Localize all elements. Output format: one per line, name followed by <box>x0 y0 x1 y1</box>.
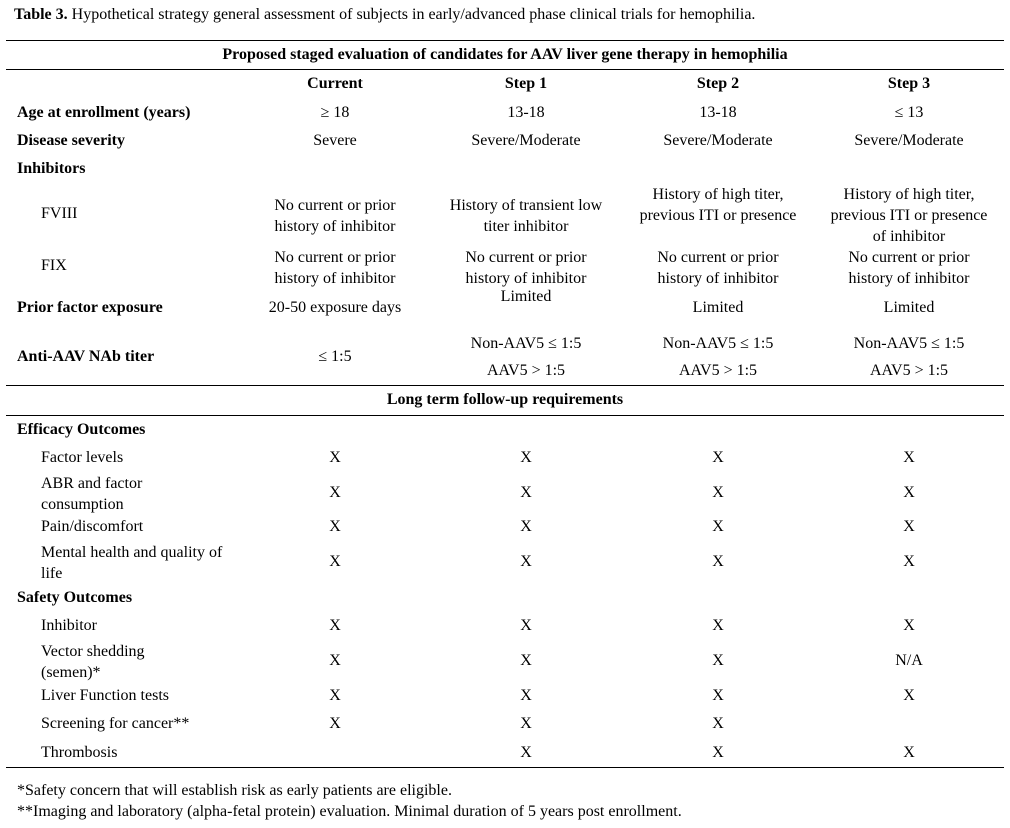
column-header-step-1: Step 1 <box>504 75 548 92</box>
safety-row-label: Screening for cancer** <box>41 715 190 732</box>
efficacy-row-label: Mental health and quality of life <box>41 544 223 582</box>
exposure-step-1: Limited <box>500 288 552 305</box>
table-caption <box>14 6 755 24</box>
efficacy-mark: X <box>329 518 341 535</box>
nab-step-1-line-2: AAV5 > 1:5 <box>486 362 566 379</box>
nab-step-2-line-1: Non-AAV5 ≤ 1:5 <box>662 335 774 352</box>
rule-under-title <box>6 69 1004 70</box>
column-header-current: Current <box>307 75 363 92</box>
fviii-step-1: History of transient low titer inhibitor <box>449 197 603 235</box>
safety-mark: X <box>712 687 724 704</box>
group-label-efficacy: Efficacy Outcomes <box>17 421 146 438</box>
fix-step-3: No current or prior history of inhibitor <box>848 249 970 287</box>
efficacy-mark: X <box>903 484 915 501</box>
safety-mark: X <box>520 687 532 704</box>
efficacy-mark: X <box>329 484 341 501</box>
nab-step-1-line-1: Non-AAV5 ≤ 1:5 <box>470 335 582 352</box>
efficacy-row-label: Factor levels <box>41 449 124 466</box>
safety-mark: X <box>903 687 915 704</box>
row-label-age: Age at enrollment (years) <box>17 104 191 121</box>
safety-row-label: Thrombosis <box>41 744 118 761</box>
section-title-follow-up: Long term follow-up requirements <box>386 391 624 408</box>
severity-step-3: Severe/Moderate <box>854 132 964 149</box>
nab-step-2-line-2: AAV5 > 1:5 <box>678 362 758 379</box>
row-label-nab: Anti-AAV NAb titer <box>17 348 155 365</box>
column-header-step-2: Step 2 <box>696 75 740 92</box>
exposure-step-3: Limited <box>883 299 935 316</box>
age-step-2: 13-18 <box>699 104 737 121</box>
efficacy-mark: X <box>712 553 724 570</box>
efficacy-mark: X <box>903 449 915 466</box>
safety-mark: X <box>903 617 915 634</box>
safety-row-label: Vector shedding (semen)* <box>41 643 145 681</box>
efficacy-mark: X <box>520 449 532 466</box>
age-step-1: 13-18 <box>507 104 545 121</box>
safety-mark: X <box>329 687 341 704</box>
fviii-current: No current or prior history of inhibitor <box>274 197 396 235</box>
exposure-current: 20-50 exposure days <box>268 299 402 316</box>
safety-mark: X <box>520 715 532 732</box>
efficacy-mark: X <box>520 484 532 501</box>
safety-row-label: Liver Function tests <box>41 687 169 704</box>
efficacy-mark: X <box>329 449 341 466</box>
efficacy-mark: X <box>329 553 341 570</box>
caption-text: Hypothetical strategy general assessment of subjects in early/advanced phase clinical trials for hemophilia. <box>67 6 756 23</box>
safety-mark: X <box>520 652 532 669</box>
safety-mark: X <box>329 715 341 732</box>
safety-mark: X <box>520 617 532 634</box>
safety-mark: X <box>903 744 915 761</box>
rule-top <box>6 40 1004 41</box>
rule-bottom <box>6 767 1004 768</box>
safety-mark: N/A <box>895 652 923 669</box>
fix-step-2: No current or prior history of inhibitor <box>657 249 779 287</box>
severity-step-1: Severe/Moderate <box>471 132 581 149</box>
footnote-safety: *Safety concern that will establish risk as early patients are eligible. <box>17 782 452 799</box>
safety-mark: X <box>712 744 724 761</box>
age-current: ≥ 18 <box>320 104 350 121</box>
efficacy-mark: X <box>520 553 532 570</box>
fix-step-1: No current or prior history of inhibitor <box>465 249 587 287</box>
efficacy-mark: X <box>903 518 915 535</box>
fix-current: No current or prior history of inhibitor <box>274 249 396 287</box>
row-label-fviii: FVIII <box>41 205 78 222</box>
row-label-fix: FIX <box>41 257 67 274</box>
efficacy-row-label: Pain/discomfort <box>41 518 144 535</box>
efficacy-mark: X <box>712 518 724 535</box>
fviii-step-2: History of high titer, previous ITI or presence <box>639 186 797 224</box>
column-header-step-3: Step 3 <box>887 75 931 92</box>
efficacy-mark: X <box>712 449 724 466</box>
nab-step-3-line-2: AAV5 > 1:5 <box>869 362 949 379</box>
exposure-step-2: Limited <box>692 299 744 316</box>
safety-mark: X <box>329 617 341 634</box>
safety-mark: X <box>329 652 341 669</box>
safety-mark: X <box>712 715 724 732</box>
group-label-safety: Safety Outcomes <box>17 589 133 606</box>
safety-mark: X <box>712 617 724 634</box>
row-label-severity: Disease severity <box>17 132 125 149</box>
nab-current: ≤ 1:5 <box>318 348 352 365</box>
section-title-evaluation: Proposed staged evaluation of candidates for AAV liver gene therapy in hemophilia <box>222 46 788 63</box>
safety-mark: X <box>712 652 724 669</box>
safety-mark: X <box>520 744 532 761</box>
age-step-3: ≤ 13 <box>894 104 924 121</box>
safety-row-label: Inhibitor <box>41 617 97 634</box>
rule-section-break-1 <box>6 385 1004 386</box>
nab-step-3-line-1: Non-AAV5 ≤ 1:5 <box>853 335 965 352</box>
row-label-exposure: Prior factor exposure <box>17 299 163 316</box>
efficacy-mark: X <box>712 484 724 501</box>
footnote-imaging: **Imaging and laboratory (alpha-fetal protein) evaluation. Minimal duration of 5 years post enrollment. <box>17 803 682 820</box>
efficacy-mark: X <box>520 518 532 535</box>
row-label-inhibitors: Inhibitors <box>17 160 86 177</box>
efficacy-row-label: ABR and factor consumption <box>41 475 143 513</box>
severity-current: Severe <box>313 132 357 149</box>
caption-label: Table 3. <box>14 6 68 23</box>
fviii-step-3: History of high titer, previous ITI or presence of inhibitor <box>830 186 988 245</box>
severity-step-2: Severe/Moderate <box>663 132 773 149</box>
efficacy-mark: X <box>903 553 915 570</box>
rule-section-break-2 <box>6 415 1004 416</box>
